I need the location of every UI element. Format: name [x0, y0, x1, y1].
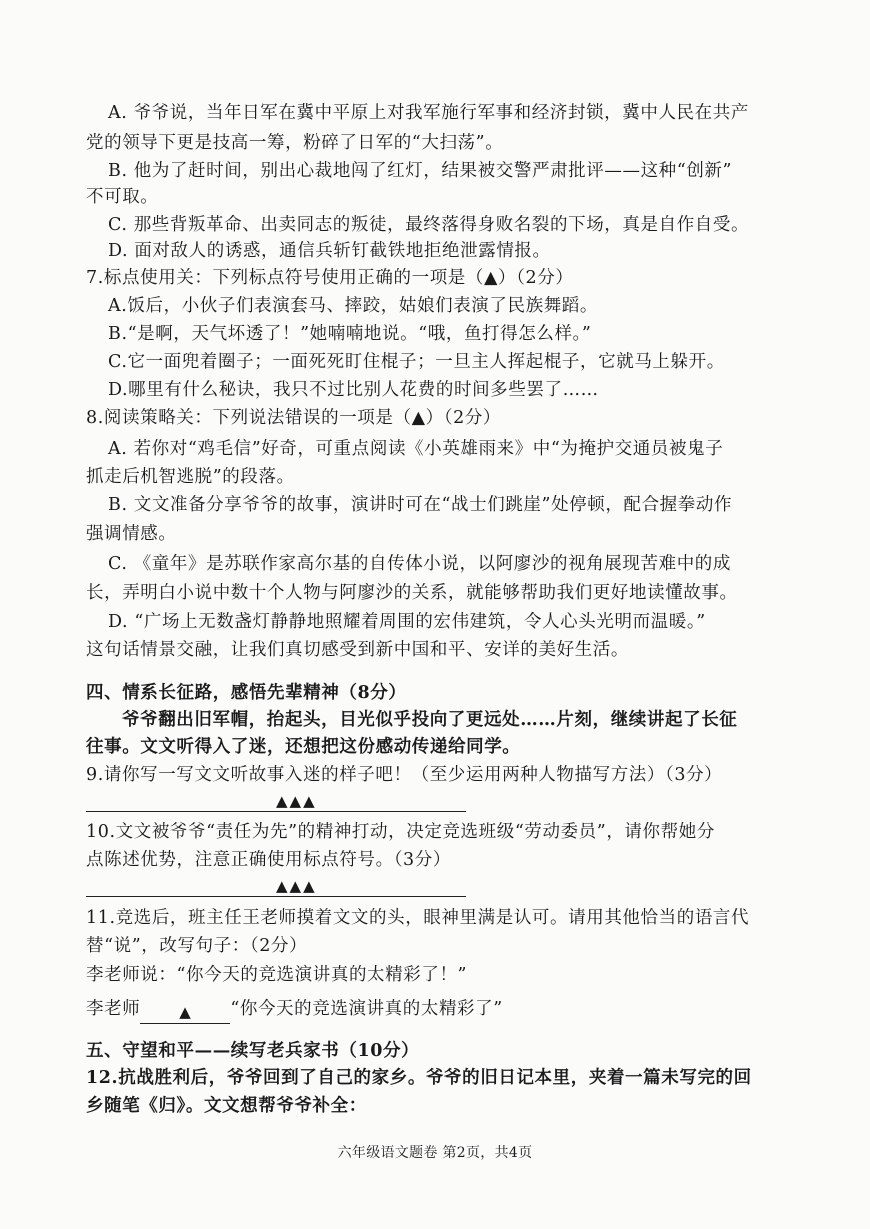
- q11-rewrite-line: [86, 997, 503, 1024]
- q7-option-c: C.它一面兜着圈子；一面死死盯住棍子；一旦主人挥起棍子，它就马上躲开。: [108, 352, 725, 372]
- q9-answer-line[interactable]: [86, 811, 466, 812]
- q11-prompt-line1: 11.竞选后，班主任王老师摸着文文的头，眼神里满是认可。请用其他恰当的语言代: [86, 908, 750, 928]
- q8-option-d-line1: D. “广场上无数盏灯静静地照耀着周围的宏伟建筑，令人心头光明而温暖。”: [108, 612, 706, 632]
- q11-rewrite-prefix: 李老师: [86, 999, 141, 1019]
- q6-option-c: C. 那些背叛革命、出卖同志的叛徒，最终落得身败名裂的下场，真是自作自受。: [108, 215, 750, 235]
- q12-prompt-line1: 12.抗战胜利后，爷爷回到了自己的家乡。爷爷的旧日记本里，夹着一篇未写完的回: [86, 1068, 752, 1088]
- section4-intro-line1: 爷爷翻出旧军帽，抬起头，目光似乎投向了更远处……片刻，继续讲起了长征: [122, 710, 738, 730]
- q7-option-b: B.“是啊，天气坏透了！”她喃喃地说。“哦，鱼打得怎么样。”: [108, 324, 592, 344]
- q10-prompt-line1: 10.文文被爷爷“责任为先”的精神打动，决定竞选班级“劳动委员”，请你帮她分: [86, 822, 715, 842]
- q8-stem: 8.阅读策略关：下列说法错误的一项是（▲）（2分）: [86, 408, 502, 428]
- q11-rewrite-suffix: “你今天的竞选演讲真的太精彩了”: [230, 999, 503, 1019]
- q9-prompt: 9.请你写一写文文听故事入迷的样子吧！（至少运用两种人物描写方法）（3分）: [86, 765, 723, 785]
- page-footer: 六年级语文题卷 第2页，共4页: [337, 1145, 533, 1161]
- q11-original-sentence: 李老师说：“你今天的竞选演讲真的太精彩了！”: [86, 965, 468, 985]
- q10-prompt-line2: 点陈述优势，注意正确使用标点符号。（3分）: [86, 850, 451, 870]
- q6-option-b-line1: B. 他为了赶时间，别出心裁地闯了红灯，结果被交警严肃批评——这种“创新”: [108, 161, 733, 181]
- q8-option-c-line2: 长，弄明白小说中数十个人物与阿廖沙的关系，就能够帮助我们更好地读懂故事。: [86, 583, 738, 603]
- q10-answer-line[interactable]: [86, 896, 466, 897]
- q12-prompt-line2: 乡随笔《归》。文文想帮爷爷补全：: [86, 1096, 367, 1116]
- q11-rewrite-blank[interactable]: ▲: [140, 1003, 230, 1024]
- q6-option-b-line2: 不可取。: [86, 187, 159, 207]
- q9-answer-marker: ▲▲▲: [276, 792, 317, 810]
- section5-heading: 五、守望和平——续写老兵家书（10分）: [86, 1041, 420, 1061]
- q8-option-a-line1: A. 若你对“鸡毛信”好奇，可重点阅读《小英雄雨来》中“为掩护交通员被鬼子: [108, 439, 724, 459]
- q6-option-a-line1: A. 爷爷说，当年日军在冀中平原上对我军施行军事和经济封锁，冀中人民在共产: [108, 103, 749, 123]
- q6-option-d: D. 面对敌人的诱惑，通信兵斩钉截铁地拒绝泄露情报。: [108, 241, 551, 261]
- q8-option-b-line1: B. 文文准备分享爷爷的故事，演讲时可在“战士们跳崖”处停顿，配合握拳动作: [108, 495, 733, 515]
- q8-option-d-line2: 这句话情景交融，让我们真切感受到新中国和平、安详的美好生活。: [86, 640, 629, 660]
- q8-option-b-line2: 强调情感。: [86, 524, 177, 544]
- q7-option-d: D.哪里有什么秘诀，我只不过比别人花费的时间多些罢了……: [108, 380, 599, 400]
- section4-heading: 四、情系长征路，感悟先辈精神（8分）: [86, 683, 407, 703]
- q8-option-c-line1: C. 《童年》是苏联作家高尔基的自传体小说，以阿廖沙的视角展现苦难中的成: [108, 554, 731, 574]
- q6-option-a-line2: 党的领导下更是技高一筹，粉碎了日军的“大扫荡”。: [86, 133, 504, 153]
- q7-stem: 7.标点使用关：下列标点符号使用正确的一项是（▲）（2分）: [86, 268, 574, 288]
- q10-answer-marker: ▲▲▲: [276, 877, 317, 895]
- q11-prompt-line2: 替“说”，改写句子：（2分）: [86, 936, 308, 956]
- q8-option-a-line2: 抓走后机智逃脱”的段落。: [86, 467, 295, 487]
- section4-intro-line2: 往事。文文听得入了迷，还想把这份感动传递给同学。: [86, 737, 521, 757]
- q7-option-a: A.饭后，小伙子们表演套马、摔跤，姑娘们表演了民族舞蹈。: [108, 296, 598, 316]
